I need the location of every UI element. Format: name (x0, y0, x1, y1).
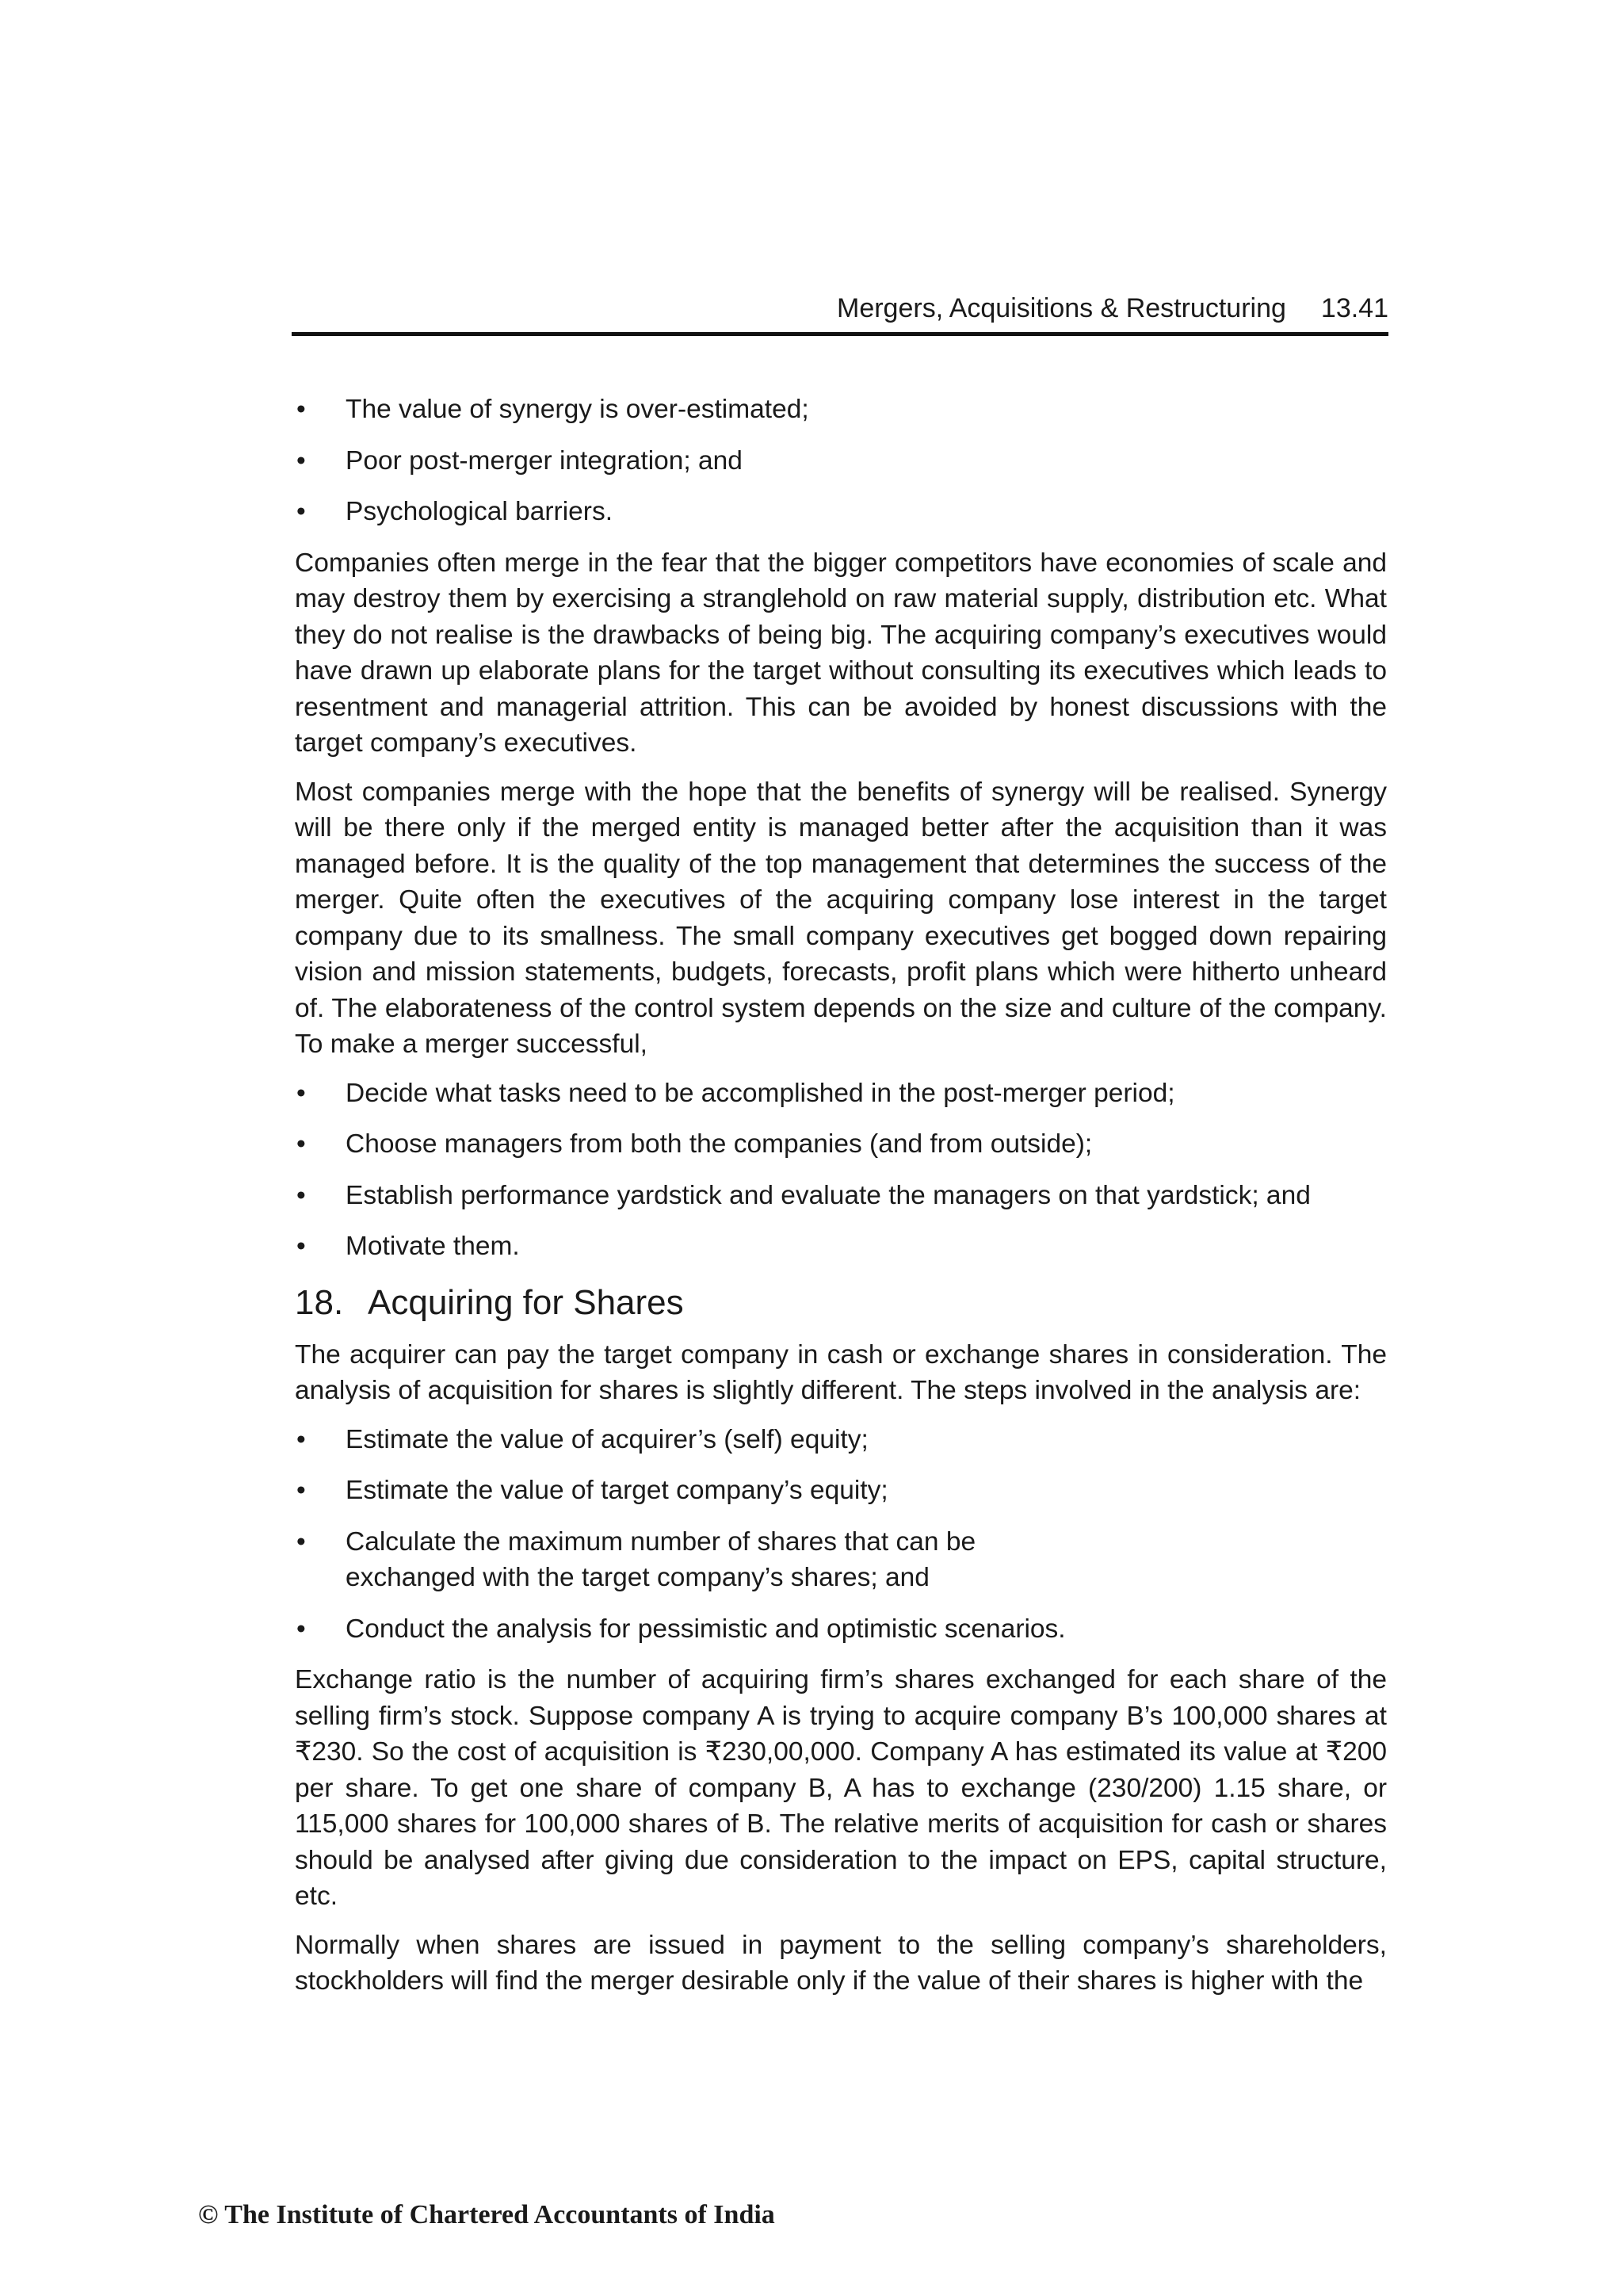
list-item: • Choose managers from both the companies (and from outside); (295, 1126, 1387, 1163)
header-title: Mergers, Acquisitions & Restructuring (837, 293, 1286, 323)
running-header (292, 290, 1388, 336)
section-title: Acquiring for Shares (368, 1282, 684, 1322)
list-item: • Decide what tasks need to be accomplished in the post-merger period; (295, 1075, 1387, 1112)
list-item: • Conduct the analysis for pessimistic and optimistic scenarios. (295, 1611, 1387, 1648)
bullet-list-success-steps (295, 1075, 1387, 1265)
paragraph: Most companies merge with the hope that the benefits of synergy will be realised. Synergy will be there only if the merged entity is managed better after the acquisition than it was managed before. It is the quality of the top management that determines the success of the merger. Quite often the executives of the acquiring company lose interest in the target company due to its smallness. The small company executives get bogged down repairing vision and mission statements, budgets, forecasts, profit plans which were hitherto unheard of. The elaborateness of the control system depends on the size and culture of the company. To make a merger successful, (295, 777, 1387, 1059)
page-body (295, 392, 1387, 2012)
paragraph: Companies often merge in the fear that the bigger competitors have economies of scale and may destroy them by exercising a stranglehold on raw material supply, distribution etc. What they do not realise is the drawbacks of being big. The acquiring company’s executives would have drawn up elaborate plans for the target without consulting its executives which leads to resentment and managerial attrition. This can be avoided by honest discussions with the target company’s executives. (295, 548, 1387, 758)
list-item: • The value of synergy is over-estimated; (295, 392, 1387, 428)
page-number: 13.41 (1320, 293, 1388, 323)
section-number: 18. (295, 1282, 344, 1322)
list-item: • Psychological barriers. (295, 494, 1387, 530)
list-item: • Estimate the value of acquirer’s (self) equity; (295, 1422, 1387, 1458)
list-item: • Calculate the maximum number of shares that can be exchanged with the target company’s shares; and (295, 1524, 1387, 1596)
bullet-list-merger-failures (295, 392, 1387, 530)
list-item: • Estimate the value of target company’s equity; (295, 1473, 1387, 1509)
paragraph: Normally when shares are issued in payment to the selling company’s shareholders, stockholders will find the merger desirable only if the value of their shares is higher with the (295, 1930, 1387, 1996)
footer-copyright: © The Institute of Chartered Accountants of India (198, 2200, 775, 2229)
list-item: • Motivate them. (295, 1228, 1387, 1265)
paragraph: The acquirer can pay the target company in cash or exchange shares in consideration. The analysis of acquisition for shares is slightly different. The steps involved in the analysis are: (295, 1339, 1387, 1405)
list-item: • Establish performance yardstick and evaluate the managers on that yardstick; and (295, 1178, 1387, 1214)
paragraph: Exchange ratio is the number of acquiring firm’s shares exchanged for each share of the selling firm’s stock. Suppose company A is trying to acquire company B’s 100,000 shares at ₹230. So the cost of acquisition is ₹230,00,000. Company A has estimated its value at ₹200 per share. To get one share of company B, A has to exchange (230/200) 1.15 share, or 115,000 shares for 100,000 shares of B. The relative merits of acquisition for cash or shares should be analysed after giving due consideration to the impact on EPS, capital structure, etc. (295, 1665, 1387, 1911)
section-heading (295, 1280, 1387, 1326)
bullet-list-analysis-steps (295, 1422, 1387, 1648)
list-item: • Poor post-merger integration; and (295, 443, 1387, 479)
